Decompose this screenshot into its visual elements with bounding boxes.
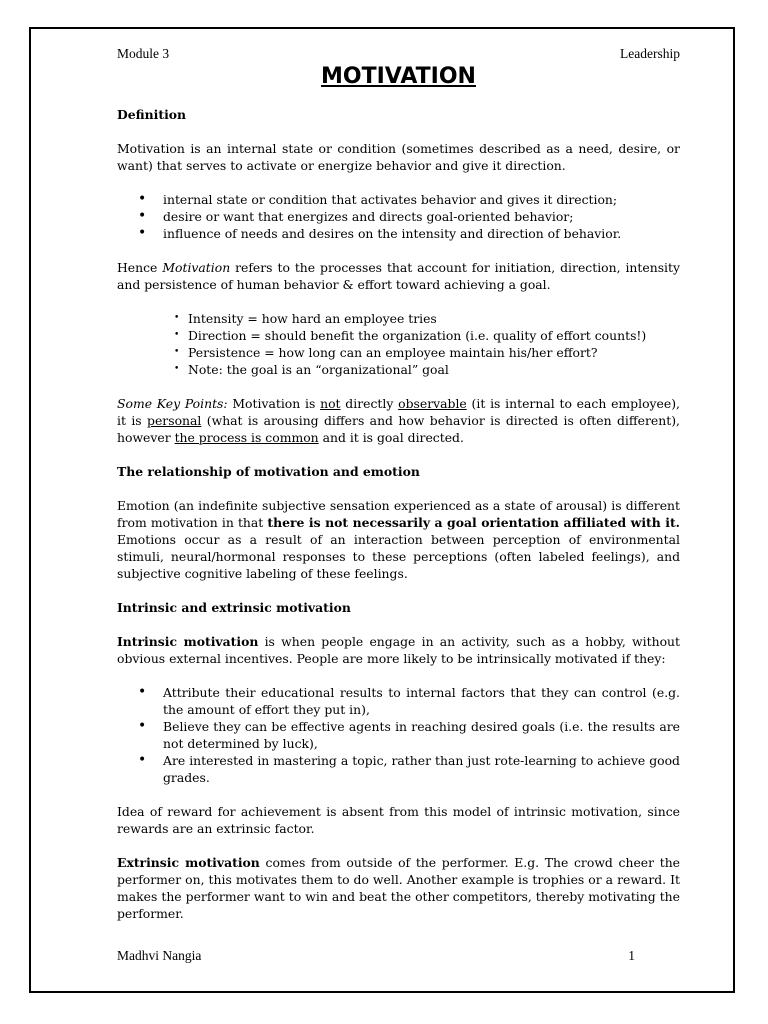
definition-bullets: [117, 191, 680, 242]
list-item: • internal state or condition that activates behavior and gives it direction;: [117, 191, 680, 208]
page-number: 1: [628, 948, 635, 963]
intrinsic-extrinsic-heading: Intrinsic and extrinsic motivation: [117, 600, 351, 615]
list-item: • influence of needs and desires on the intensity and direction of behavior.: [117, 225, 680, 242]
page-frame: [29, 27, 735, 993]
extrinsic-paragraph: Extrinsic motivation comes from outside of the performer. E.g. The crowd cheer the performer on, this motivates them to do well. Another example is trophies or a reward. It makes the performer want to win and beat the other competitors, thereby motivating the performer.: [117, 855, 681, 921]
running-header: [117, 45, 680, 62]
key-points-paragraph: Some Key Points: Motivation is not directly observable (it is internal to each employee), it is personal (what is arousing differs and how behavior is directed is often different), however the process is common and it is goal directed.: [117, 396, 680, 445]
intrinsic-paragraph: Intrinsic motivation is when people engage in an activity, such as a hobby, without obvious external incentives. People are more likely to be intrinsically motivated if they:: [117, 634, 680, 666]
definition-paragraph: Motivation is an internal state or condition (sometimes described as a need, desire, or want) that serves to activate or energize behavior and give it direction.: [117, 141, 680, 173]
motivation-points: [174, 310, 680, 378]
list-item: • Believe they can be effective agents in reaching desired goals (i.e. the results are not determined by luck),: [117, 718, 680, 752]
intrinsic-bullets: [117, 684, 680, 786]
emotion-paragraph: Emotion (an indefinite subjective sensation experienced as a state of arousal) is different from motivation in that there is not necessarily a goal orientation affiliated with it. Emotions occur as a result of an interaction between perception of environmental stimuli, neural/hormonal responses to these perceptions (often labeled feelings), and subjective cognitive labeling of these feelings.: [117, 498, 680, 581]
header-topic: Leadership: [620, 46, 680, 61]
header-module: Module 3: [117, 46, 170, 61]
list-item: • Attribute their educational results to internal factors that they can control (e.g. the amount of effort they put in),: [117, 684, 680, 718]
list-item: • Intensity = how hard an employee tries: [174, 310, 680, 327]
reward-note: Idea of reward for achievement is absent from this model of intrinsic motivation, since rewards are an extrinsic factor.: [117, 804, 680, 836]
list-item: • Are interested in mastering a topic, rather than just rote-learning to achieve good grades.: [117, 752, 680, 786]
page-content: [117, 45, 680, 922]
hence-paragraph: Hence Motivation refers to the processes that account for initiation, direction, intensity and persistence of human behavior & effort toward achieving a goal.: [117, 260, 680, 292]
definition-heading: Definition: [117, 107, 187, 122]
page-title: MOTIVATION: [321, 64, 476, 89]
running-footer: [117, 948, 635, 964]
list-item: • Persistence = how long can an employee maintain his/her effort?: [174, 344, 680, 361]
list-item: • Direction = should benefit the organization (i.e. quality of effort counts!): [174, 327, 680, 344]
emotion-heading: The relationship of motivation and emotion: [117, 464, 420, 479]
list-item: • desire or want that energizes and directs goal-oriented behavior;: [117, 208, 680, 225]
list-item: • Note: the goal is an “organizational” goal: [174, 361, 680, 378]
footer-author: Madhvi Nangia: [117, 948, 202, 963]
